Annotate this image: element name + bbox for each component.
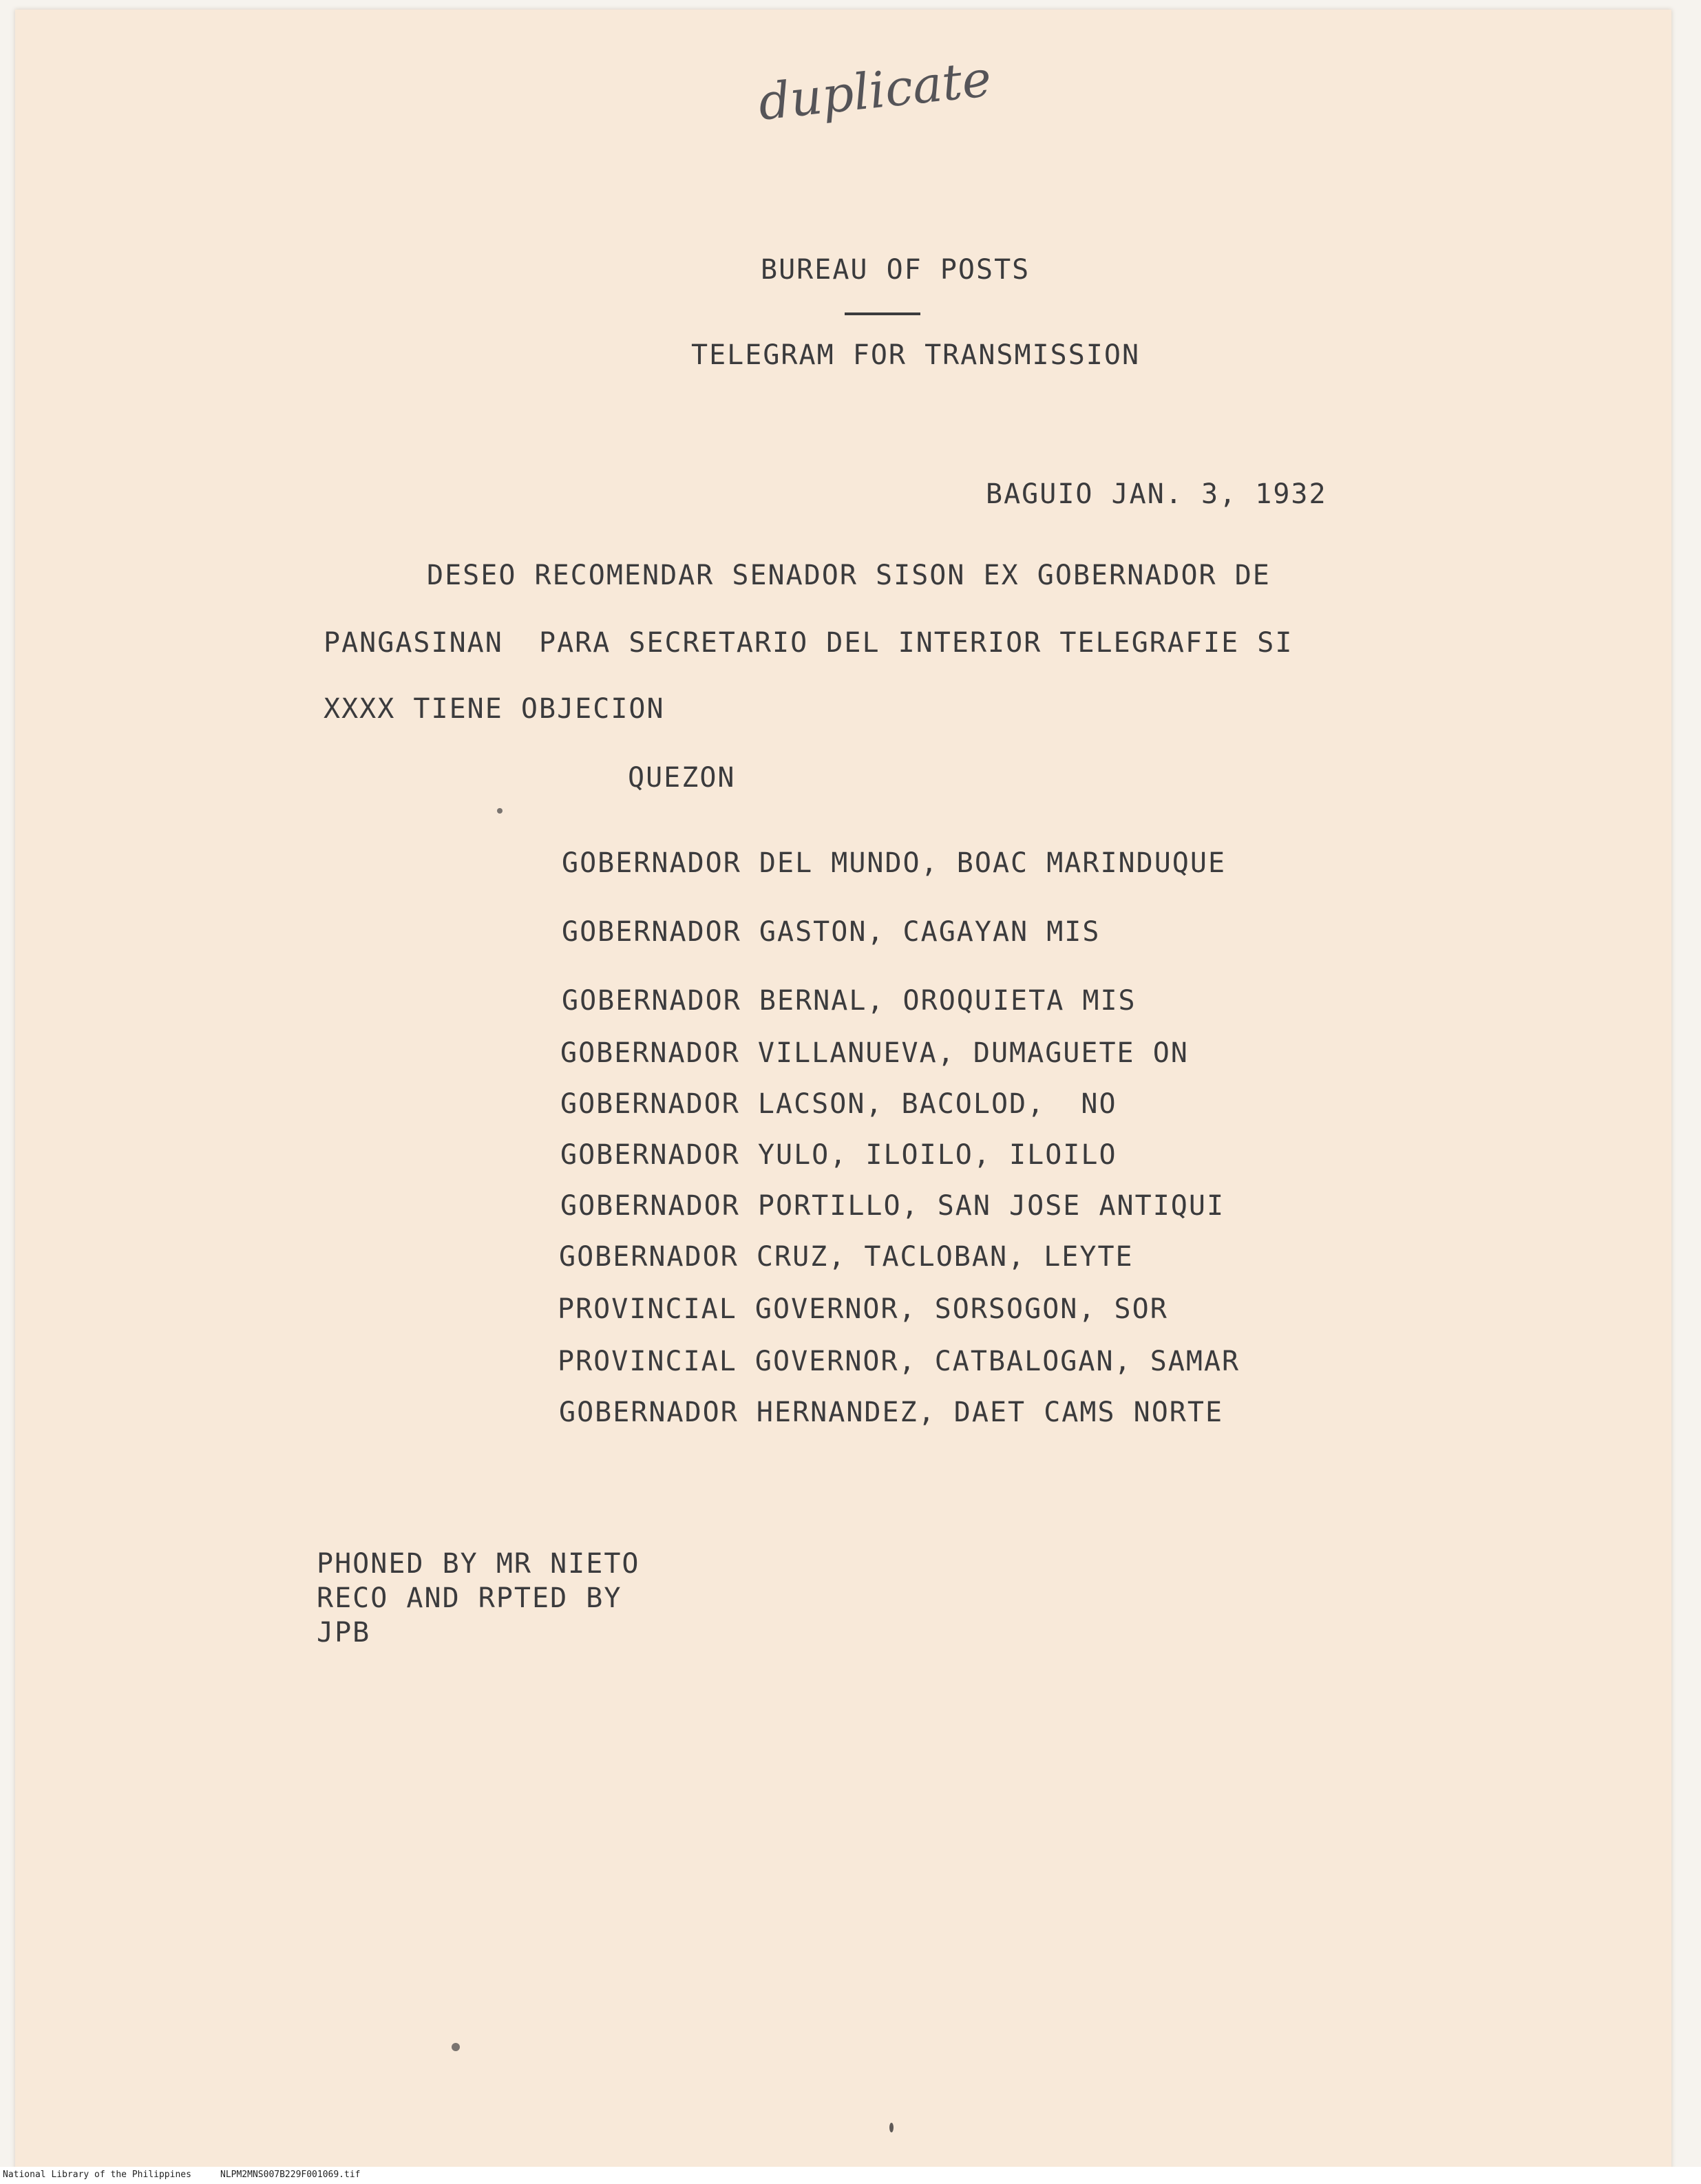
transmission-phoned-by: PHONED BY MR NIETO [317,1548,640,1580]
scan-library-label: National Library of the Philippines [3,2170,191,2180]
message-line-2: PANGASINAN PARA SECRETARIO DEL INTERIOR TELEGRAFIE SI [324,627,1293,659]
bureau-title: BUREAU OF POSTS [761,254,1031,286]
message-line-1: DESEO RECOMENDAR SENADOR SISON EX GOBERNADOR DE [427,560,1271,591]
sender-signature: QUEZON [628,762,736,794]
recipient-line: GOBERNADOR VILLANUEVA, DUMAGUETE ON [560,1037,1189,1069]
telegram-sheet [15,10,1671,2170]
paper-speck [452,2043,460,2051]
message-line-3: XXXX TIENE OBJECION [324,693,665,725]
form-title: TELEGRAM FOR TRANSMISSION [691,339,1141,371]
paper-speck [497,808,503,814]
transmission-operator-initials: JPB [317,1617,371,1648]
scan-filename: NLPM2MNS007B229F001069.tif [220,2170,361,2180]
recipient-line: GOBERNADOR BERNAL, OROQUIETA MIS [562,985,1137,1017]
recipient-line: GOBERNADOR LACSON, BACOLOD, NO [560,1088,1117,1120]
recipient-line: PROVINCIAL GOVERNOR, SORSOGON, SOR [558,1293,1168,1325]
recipient-line: GOBERNADOR CRUZ, TACLOBAN, LEYTE [559,1241,1134,1273]
recipient-line: GOBERNADOR HERNANDEZ, DAET CAMS NORTE [559,1397,1224,1428]
recipient-line: GOBERNADOR YULO, ILOILO, ILOILO [560,1139,1117,1171]
header-divider [845,312,920,315]
duplicate-annotation: duplicate [755,49,994,131]
recipient-line: GOBERNADOR GASTON, CAGAYAN MIS [562,916,1101,948]
recipient-line: GOBERNADOR DEL MUNDO, BOAC MARINDUQUE [562,847,1227,879]
recipient-line: GOBERNADOR PORTILLO, SAN JOSE ANTIQUI [560,1190,1225,1222]
recipient-line: PROVINCIAL GOVERNOR, CATBALOGAN, SAMAR [558,1346,1240,1377]
paper-speck [889,2123,894,2132]
scan-footer [0,2167,1701,2184]
transmission-received-by: RECO AND RPTED BY [317,1582,622,1614]
dateline: BAGUIO JAN. 3, 1932 [986,478,1327,510]
